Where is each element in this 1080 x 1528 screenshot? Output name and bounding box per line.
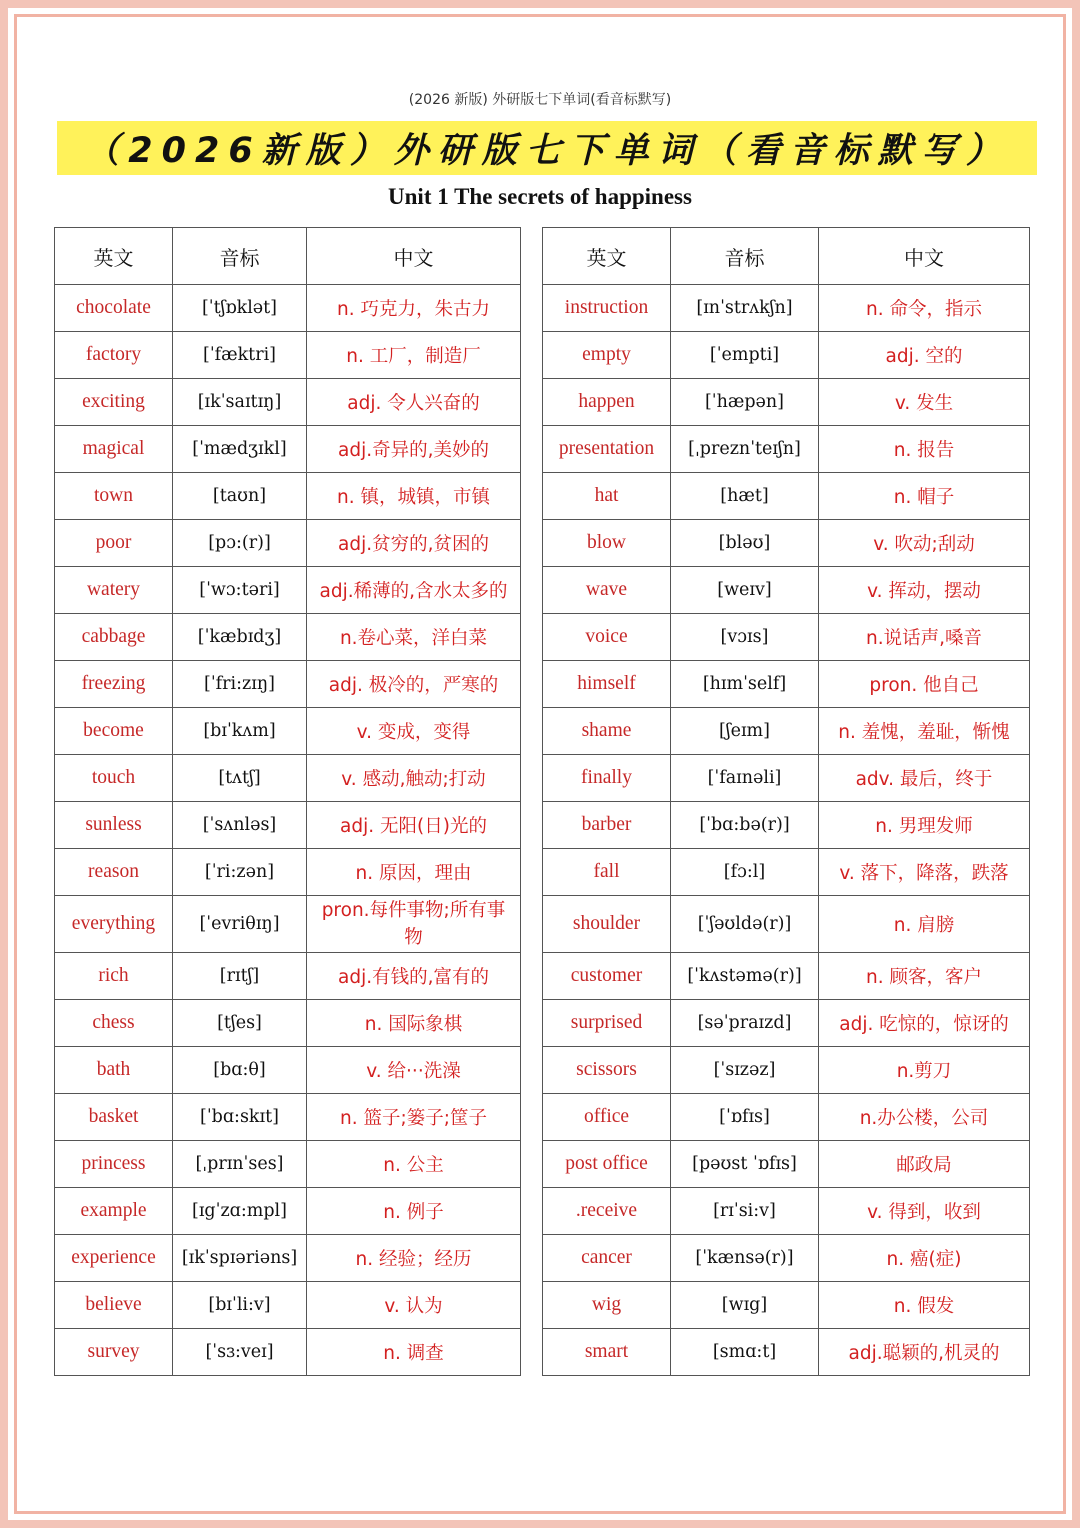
table-row bbox=[543, 1000, 1030, 1047]
phonetic: [bɪˈkʌm] bbox=[173, 708, 307, 755]
chinese-meaning: adj. 令人兴奋的 bbox=[307, 379, 521, 426]
phonetic: [ˈhæpən] bbox=[671, 379, 819, 426]
phonetic: [ˈfaɪnəli] bbox=[671, 755, 819, 802]
phonetic: [ˈri:zən] bbox=[173, 849, 307, 896]
english-word: cancer bbox=[543, 1235, 671, 1282]
english-word: himself bbox=[543, 661, 671, 708]
table-row bbox=[543, 1047, 1030, 1094]
chinese-meaning: n. 原因，理由 bbox=[307, 849, 521, 896]
unit-title: Unit 1 The secrets of happiness bbox=[388, 184, 692, 209]
chinese-meaning: n. 羞愧，羞耻，惭愧 bbox=[819, 708, 1030, 755]
english-word: factory bbox=[55, 332, 173, 379]
chinese-meaning: n. 经验；经历 bbox=[307, 1235, 521, 1282]
table-row bbox=[543, 1188, 1030, 1235]
chinese-meaning: v. 得到，收到 bbox=[819, 1188, 1030, 1235]
chinese-meaning: adv. 最后，终于 bbox=[819, 755, 1030, 802]
phonetic: [ˈfri:zɪŋ] bbox=[173, 661, 307, 708]
table-row bbox=[55, 708, 521, 755]
english-word: customer bbox=[543, 953, 671, 1000]
english-word: post office bbox=[543, 1141, 671, 1188]
column-header-english: 英文 bbox=[543, 228, 671, 285]
chinese-meaning: v. 给···洗澡 bbox=[307, 1047, 521, 1094]
english-word: sunless bbox=[55, 802, 173, 849]
table-row bbox=[543, 896, 1030, 953]
column-header-english: 英文 bbox=[55, 228, 173, 285]
phonetic: [ˈsɪzəz] bbox=[671, 1047, 819, 1094]
english-word: .receive bbox=[543, 1188, 671, 1235]
column-header-phonetic: 音标 bbox=[671, 228, 819, 285]
english-word: voice bbox=[543, 614, 671, 661]
phonetic: [ˌpreznˈteɪʃn] bbox=[671, 426, 819, 473]
phonetic: [ʃeɪm] bbox=[671, 708, 819, 755]
table-row bbox=[55, 379, 521, 426]
phonetic: [ˈbɑ:bə(r)] bbox=[671, 802, 819, 849]
phonetic: [ˈɒfɪs] bbox=[671, 1094, 819, 1141]
chinese-meaning: adj.有钱的,富有的 bbox=[307, 953, 521, 1000]
phonetic: [weɪv] bbox=[671, 567, 819, 614]
chinese-meaning: adj. 极冷的，严寒的 bbox=[307, 661, 521, 708]
phonetic: [ˈsɜ:veɪ] bbox=[173, 1329, 307, 1376]
english-word: shame bbox=[543, 708, 671, 755]
english-word: cabbage bbox=[55, 614, 173, 661]
chinese-meaning: n.说话声,嗓音 bbox=[819, 614, 1030, 661]
table-row bbox=[55, 755, 521, 802]
phonetic: [ˈempti] bbox=[671, 332, 819, 379]
english-word: wig bbox=[543, 1282, 671, 1329]
chinese-meaning: n. 巧克力，朱古力 bbox=[307, 285, 521, 332]
title-banner bbox=[57, 121, 1037, 175]
english-word: basket bbox=[55, 1094, 173, 1141]
table-row bbox=[543, 379, 1030, 426]
table-row bbox=[543, 802, 1030, 849]
english-word: barber bbox=[543, 802, 671, 849]
english-word: freezing bbox=[55, 661, 173, 708]
table-row bbox=[543, 661, 1030, 708]
table-row bbox=[543, 473, 1030, 520]
phonetic: [fɔ:l] bbox=[671, 849, 819, 896]
table-row bbox=[55, 849, 521, 896]
chinese-meaning: adj. 吃惊的，惊讶的 bbox=[819, 1000, 1030, 1047]
table-row bbox=[543, 1141, 1030, 1188]
phonetic: [hɪmˈself] bbox=[671, 661, 819, 708]
phonetic: [smɑ:t] bbox=[671, 1329, 819, 1376]
phonetic: [ˈkænsə(r)] bbox=[671, 1235, 819, 1282]
english-word: presentation bbox=[543, 426, 671, 473]
chinese-meaning: n. 国际象棋 bbox=[307, 1000, 521, 1047]
table-row bbox=[55, 1141, 521, 1188]
table-row bbox=[55, 802, 521, 849]
vocab-table-left bbox=[54, 227, 521, 1376]
chinese-meaning: n. 篮子;篓子;筐子 bbox=[307, 1094, 521, 1141]
chinese-meaning: n. 癌(症) bbox=[819, 1235, 1030, 1282]
phonetic: [ˈwɔ:təri] bbox=[173, 567, 307, 614]
chinese-meaning: pron.每件事物;所有事物 bbox=[307, 896, 521, 953]
english-word: survey bbox=[55, 1329, 173, 1376]
phonetic: [tʌtʃ] bbox=[173, 755, 307, 802]
phonetic: [ˈbɑ:skɪt] bbox=[173, 1094, 307, 1141]
english-word: become bbox=[55, 708, 173, 755]
table-row bbox=[543, 755, 1030, 802]
chinese-meaning: 邮政局 bbox=[819, 1141, 1030, 1188]
table-row bbox=[55, 567, 521, 614]
phonetic: [pɔ:(r)] bbox=[173, 520, 307, 567]
phonetic: [ɪkˈspɪəriəns] bbox=[173, 1235, 307, 1282]
table-row bbox=[543, 953, 1030, 1000]
document-header: (2026 新版) 外研版七下单词(看音标默写) bbox=[408, 92, 672, 108]
table-row bbox=[55, 1188, 521, 1235]
phonetic: [səˈpraɪzd] bbox=[671, 1000, 819, 1047]
english-word: smart bbox=[543, 1329, 671, 1376]
english-word: exciting bbox=[55, 379, 173, 426]
english-word: watery bbox=[55, 567, 173, 614]
english-word: fall bbox=[543, 849, 671, 896]
english-word: believe bbox=[55, 1282, 173, 1329]
english-word: instruction bbox=[543, 285, 671, 332]
english-word: rich bbox=[55, 953, 173, 1000]
table-row bbox=[55, 426, 521, 473]
table-row bbox=[55, 285, 521, 332]
phonetic: [wɪg] bbox=[671, 1282, 819, 1329]
table-row bbox=[55, 520, 521, 567]
phonetic: [ˈkʌstəmə(r)] bbox=[671, 953, 819, 1000]
chinese-meaning: v. 落下，降落，跌落 bbox=[819, 849, 1030, 896]
english-word: chess bbox=[55, 1000, 173, 1047]
table-row bbox=[543, 708, 1030, 755]
table-row bbox=[543, 849, 1030, 896]
table-row bbox=[543, 332, 1030, 379]
chinese-meaning: adj.聪颖的,机灵的 bbox=[819, 1329, 1030, 1376]
phonetic: [bləʊ] bbox=[671, 520, 819, 567]
phonetic: [ɪnˈstrʌkʃn] bbox=[671, 285, 819, 332]
table-row bbox=[55, 1282, 521, 1329]
table-row bbox=[543, 1094, 1030, 1141]
table-header-row bbox=[55, 228, 521, 285]
chinese-meaning: n. 调查 bbox=[307, 1329, 521, 1376]
english-word: experience bbox=[55, 1235, 173, 1282]
chinese-meaning: n. 公主 bbox=[307, 1141, 521, 1188]
phonetic: [pəʊst ˈɒfɪs] bbox=[671, 1141, 819, 1188]
english-word: magical bbox=[55, 426, 173, 473]
chinese-meaning: n. 顾客，客户 bbox=[819, 953, 1030, 1000]
table-row bbox=[55, 1000, 521, 1047]
english-word: wave bbox=[543, 567, 671, 614]
phonetic: [vɔɪs] bbox=[671, 614, 819, 661]
chinese-meaning: v. 认为 bbox=[307, 1282, 521, 1329]
phonetic: [bɪˈli:v] bbox=[173, 1282, 307, 1329]
phonetic: [rɪtʃ] bbox=[173, 953, 307, 1000]
english-word: scissors bbox=[543, 1047, 671, 1094]
chinese-meaning: n. 肩膀 bbox=[819, 896, 1030, 953]
english-word: happen bbox=[543, 379, 671, 426]
chinese-meaning: adj. 无阳(日)光的 bbox=[307, 802, 521, 849]
phonetic: [bɑ:θ] bbox=[173, 1047, 307, 1094]
phonetic: [ˈkæbɪdʒ] bbox=[173, 614, 307, 661]
chinese-meaning: n. 例子 bbox=[307, 1188, 521, 1235]
table-row bbox=[543, 1235, 1030, 1282]
table-header-row bbox=[543, 228, 1030, 285]
english-word: surprised bbox=[543, 1000, 671, 1047]
chinese-meaning: n. 男理发师 bbox=[819, 802, 1030, 849]
phonetic: [ɪgˈzɑ:mpl] bbox=[173, 1188, 307, 1235]
table-row bbox=[543, 614, 1030, 661]
chinese-meaning: n. 帽子 bbox=[819, 473, 1030, 520]
table-row bbox=[55, 896, 521, 953]
english-word: poor bbox=[55, 520, 173, 567]
table-row bbox=[55, 1094, 521, 1141]
chinese-meaning: n. 报告 bbox=[819, 426, 1030, 473]
chinese-meaning: v. 感动,触动;打动 bbox=[307, 755, 521, 802]
phonetic: [tʃes] bbox=[173, 1000, 307, 1047]
table-row bbox=[543, 1282, 1030, 1329]
english-word: reason bbox=[55, 849, 173, 896]
table-row bbox=[55, 953, 521, 1000]
table-row bbox=[543, 426, 1030, 473]
english-word: bath bbox=[55, 1047, 173, 1094]
english-word: shoulder bbox=[543, 896, 671, 953]
column-header-phonetic: 音标 bbox=[173, 228, 307, 285]
chinese-meaning: n. 假发 bbox=[819, 1282, 1030, 1329]
chinese-meaning: n.卷心菜，洋白菜 bbox=[307, 614, 521, 661]
phonetic: [hæt] bbox=[671, 473, 819, 520]
table-row bbox=[55, 661, 521, 708]
table-row bbox=[55, 1329, 521, 1376]
vocab-table-right bbox=[542, 227, 1030, 1376]
chinese-meaning: n.办公楼，公司 bbox=[819, 1094, 1030, 1141]
chinese-meaning: n. 命令，指示 bbox=[819, 285, 1030, 332]
chinese-meaning: n. 工厂，制造厂 bbox=[307, 332, 521, 379]
chinese-meaning: adj.稀薄的,含水太多的 bbox=[307, 567, 521, 614]
english-word: empty bbox=[543, 332, 671, 379]
english-word: blow bbox=[543, 520, 671, 567]
column-header-chinese: 中文 bbox=[819, 228, 1030, 285]
english-word: touch bbox=[55, 755, 173, 802]
table-row bbox=[543, 567, 1030, 614]
chinese-meaning: pron. 他自己 bbox=[819, 661, 1030, 708]
chinese-meaning: n.剪刀 bbox=[819, 1047, 1030, 1094]
table-row bbox=[543, 520, 1030, 567]
phonetic: [ˈʃəʊldə(r)] bbox=[671, 896, 819, 953]
phonetic: [ˈsʌnləs] bbox=[173, 802, 307, 849]
english-word: example bbox=[55, 1188, 173, 1235]
chinese-meaning: v. 挥动，摆动 bbox=[819, 567, 1030, 614]
phonetic: [ˌprɪnˈses] bbox=[173, 1141, 307, 1188]
english-word: hat bbox=[543, 473, 671, 520]
chinese-meaning: v. 发生 bbox=[819, 379, 1030, 426]
table-row bbox=[543, 285, 1030, 332]
chinese-meaning: v. 变成，变得 bbox=[307, 708, 521, 755]
table-row bbox=[55, 614, 521, 661]
phonetic: [ˈfæktri] bbox=[173, 332, 307, 379]
english-word: town bbox=[55, 473, 173, 520]
chinese-meaning: adj.奇异的,美妙的 bbox=[307, 426, 521, 473]
chinese-meaning: v. 吹动;刮动 bbox=[819, 520, 1030, 567]
phonetic: [rɪˈsi:v] bbox=[671, 1188, 819, 1235]
phonetic: [taʊn] bbox=[173, 473, 307, 520]
chinese-meaning: n. 镇，城镇，市镇 bbox=[307, 473, 521, 520]
table-row bbox=[55, 1235, 521, 1282]
english-word: everything bbox=[55, 896, 173, 953]
english-word: finally bbox=[543, 755, 671, 802]
column-header-chinese: 中文 bbox=[307, 228, 521, 285]
table-row bbox=[55, 473, 521, 520]
chinese-meaning: adj.贫穷的,贫困的 bbox=[307, 520, 521, 567]
english-word: chocolate bbox=[55, 285, 173, 332]
table-row bbox=[55, 1047, 521, 1094]
phonetic: [ˈevriθɪŋ] bbox=[173, 896, 307, 953]
phonetic: [ˈmædʒɪkl] bbox=[173, 426, 307, 473]
phonetic: [ɪkˈsaɪtɪŋ] bbox=[173, 379, 307, 426]
phonetic: [ˈtʃɒklət] bbox=[173, 285, 307, 332]
page-title: （2026新版）外研版七下单词（看音标默写） bbox=[84, 131, 1010, 171]
chinese-meaning: adj. 空的 bbox=[819, 332, 1030, 379]
table-row bbox=[543, 1329, 1030, 1376]
table-row bbox=[55, 332, 521, 379]
english-word: office bbox=[543, 1094, 671, 1141]
english-word: princess bbox=[55, 1141, 173, 1188]
